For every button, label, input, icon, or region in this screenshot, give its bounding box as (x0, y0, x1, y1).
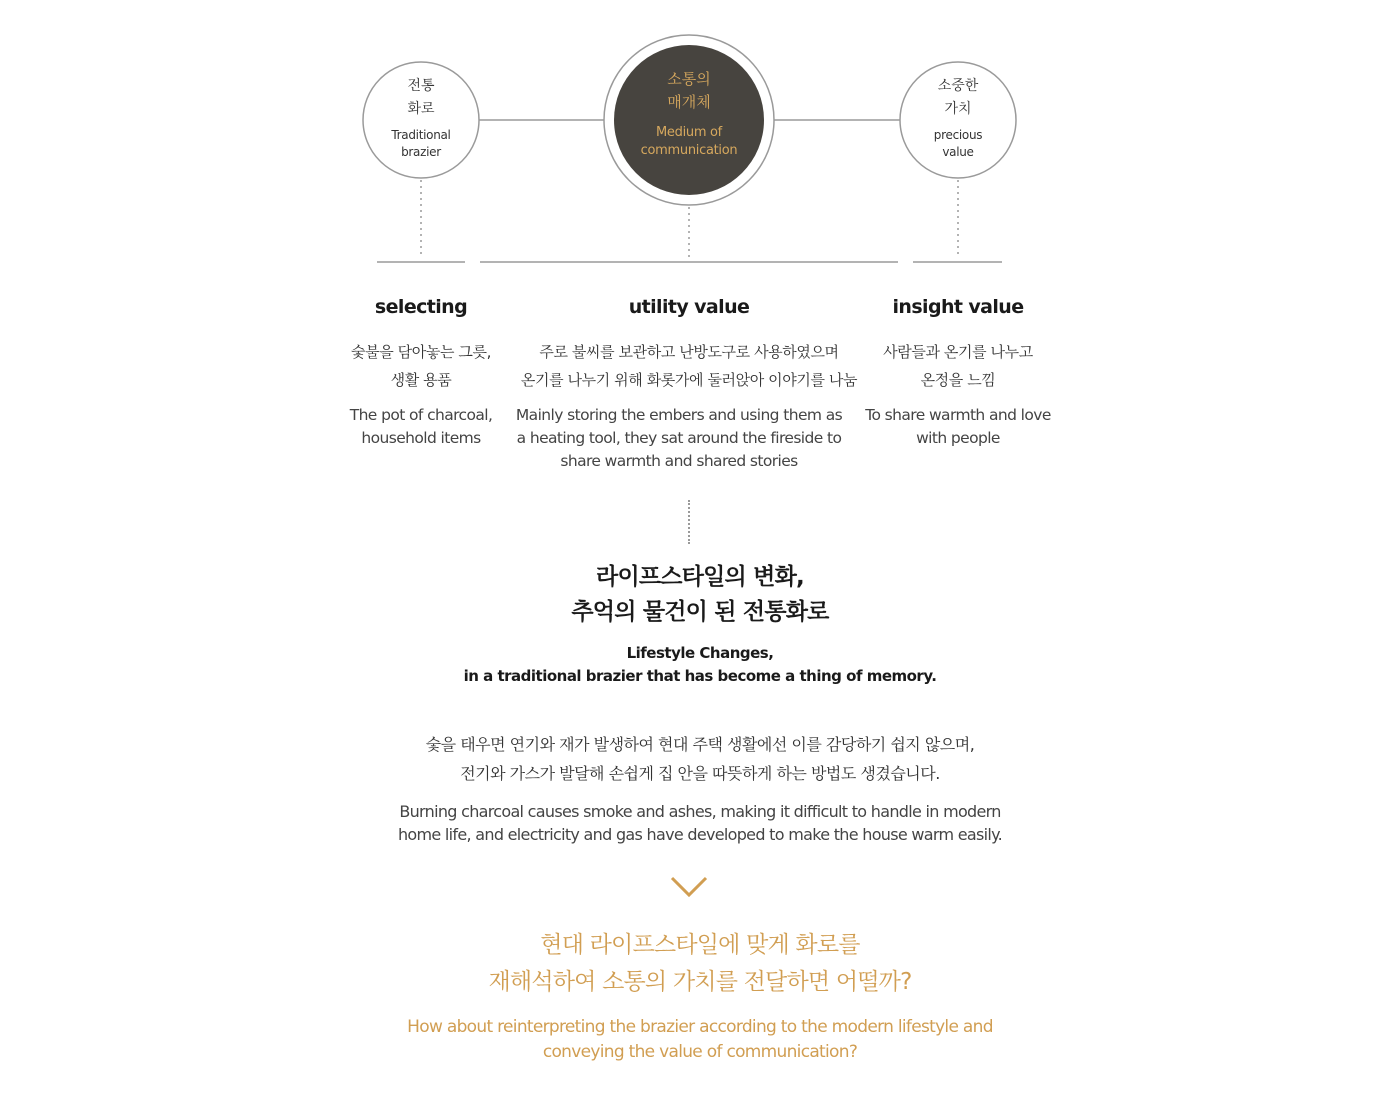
column-utility-title: utility value (628, 296, 750, 318)
node-right-label (900, 75, 1016, 161)
node-center-label (614, 68, 764, 160)
heading-ko: 라이프스타일의 변화, 추억의 물건이 된 전통화로 (571, 564, 829, 625)
node-left-en: Traditional brazier (391, 128, 451, 159)
body-text (0, 730, 1400, 846)
column-selecting-ko: 숯불을 담아놓는 그릇, 생활 용품 (351, 343, 491, 389)
body-ko: 숯을 태우면 연기와 재가 발생하여 현대 주택 생활에선 이를 감당하기 쉽지 않으며, 전기와 가스가 발달해 손쉽게 집 안을 따뜻하게 하는 방법도 생겼습니다. (425, 735, 975, 783)
question-en: How about reinterpreting the brazier according to the modern lifestyle and conveying the value of communication? (407, 1017, 993, 1062)
node-left-label (363, 75, 479, 161)
body-en: Burning charcoal causes smoke and ashes, making it difficult to handle in modern home life, and electricity and gas have developed to make the house warm easily. (397, 802, 1003, 844)
chevron-down-icon (670, 876, 708, 898)
lifestyle-heading (0, 560, 1400, 688)
column-insight-ko: 사람들과 온기를 나누고 온정을 느낌 (883, 343, 1033, 389)
column-insight-title: insight value (892, 296, 1024, 318)
column-insight-en: To share warmth and love with people (865, 406, 1051, 447)
column-selecting-title: selecting (374, 296, 468, 318)
question-ko: 현대 라이프스타일에 맞게 화로를 재해석하여 소통의 가치를 전달하면 어떨까? (488, 932, 912, 995)
question-block (0, 927, 1400, 1065)
column-selecting-en: The pot of charcoal, household items (349, 406, 493, 447)
node-right-en: precious value (933, 128, 983, 159)
heading-en: Lifestyle Changes, in a traditional brazier that has become a thing of memory. (463, 644, 937, 685)
column-insight (847, 294, 1069, 450)
column-utility-ko: 주로 불씨를 보관하고 난방도구로 사용하였으며 온기를 나누기 위해 화롯가에 둘러앉아 이야기를 나눔 (520, 343, 858, 389)
column-utility (489, 294, 889, 473)
column-utility-en: Mainly storing the embers and using them as a heating tool, they sat around the fireside to share warmth and shared stories (515, 406, 843, 470)
dotted-divider (688, 500, 690, 544)
node-left-ko: 전통 화로 (407, 78, 435, 117)
node-right-ko: 소중한 가치 (937, 78, 979, 117)
node-center-en: Medium of communication (640, 125, 738, 158)
node-center-ko: 소통의 매개체 (667, 70, 711, 111)
